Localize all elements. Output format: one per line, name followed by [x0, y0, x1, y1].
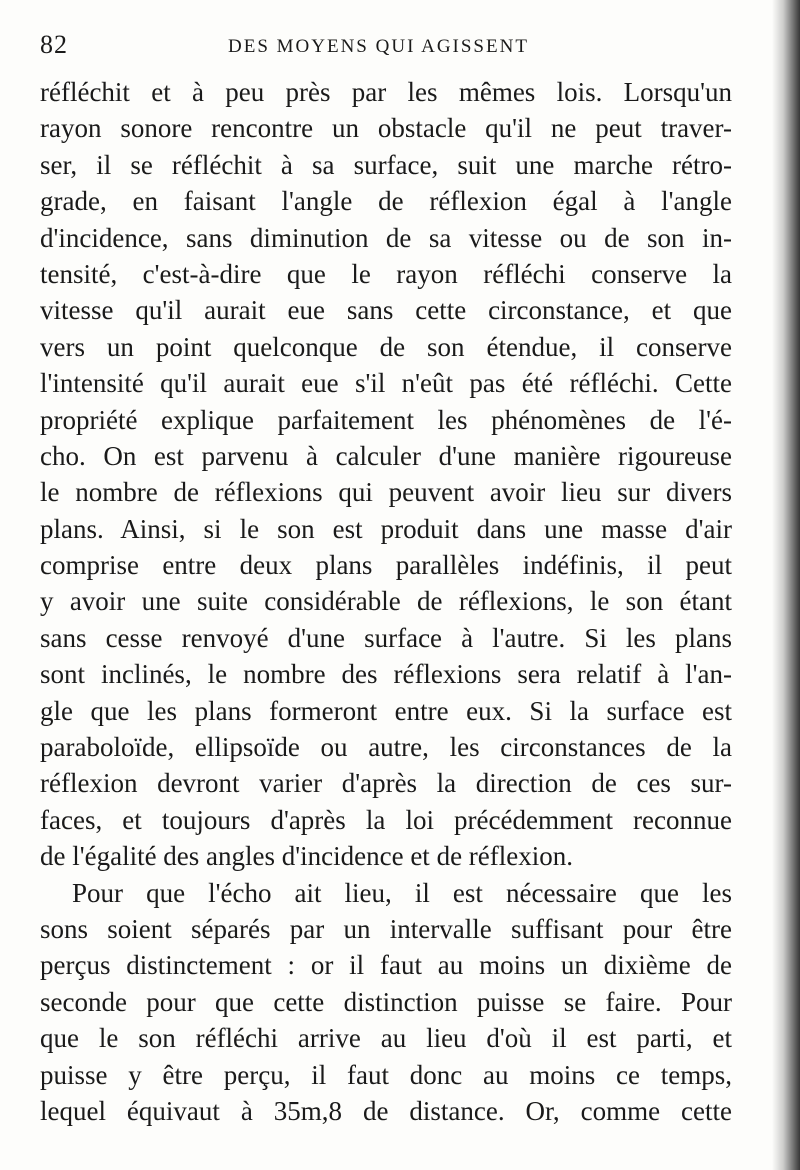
text-line: ser, il se réfléchit à sa surface, suit une marche rétro- — [40, 149, 732, 180]
page-header — [40, 30, 740, 70]
running-head: DES MOYENS QUI AGISSENT — [228, 36, 529, 57]
text-line: que le son réfléchi arrive au lieu d'où il est parti, et — [40, 1023, 732, 1054]
text-line: plans. Ainsi, si le son est produit dans une masse d'air — [40, 513, 732, 544]
text-line: gle que les plans formeront entre eux. Si la surface est — [40, 695, 732, 726]
text-line: sont inclinés, le nombre des réflexions sera relatif à l'an- — [40, 659, 732, 690]
text-line: faces, et toujours d'après la loi précédemment reconnue — [40, 804, 732, 835]
text-line: grade, en faisant l'angle de réflexion égal à l'angle — [40, 186, 732, 217]
text-line: y avoir une suite considérable de réflexions, le son étant — [40, 586, 732, 617]
text-line: comprise entre deux plans parallèles indéfinis, il peut — [40, 550, 732, 581]
text-line: cho. On est parvenu à calculer d'une manière rigoureuse — [40, 440, 732, 471]
text-line: vers un point quelconque de son étendue, il conserve — [40, 331, 732, 362]
text-line: paraboloïde, ellipsoïde ou autre, les circonstances de la — [40, 732, 732, 763]
text-line: perçus distinctement : or il faut au moins un dixième de — [40, 950, 732, 981]
text-line: réfléchit et à peu près par les mêmes lois. Lorsqu'un — [40, 77, 732, 107]
text-line: puisse y être perçu, il faut donc au moins ce temps, — [40, 1059, 732, 1090]
text-line: d'incidence, sans diminution de sa vitesse ou de son in- — [40, 222, 732, 253]
paragraph-2 — [40, 875, 732, 1130]
text-line: sans cesse renvoyé d'une surface à l'autre. Si les plans — [40, 622, 732, 653]
text-line: lequel équivaut à 35m,8 de distance. Or, comme cette — [40, 1095, 732, 1126]
text-line: seconde pour que cette distinction puisse se faire. Pour — [40, 986, 732, 1017]
text-line: vitesse qu'il aurait eue sans cette circonstance, et que — [40, 295, 732, 326]
page-number: 82 — [40, 30, 68, 59]
paragraph-1 — [40, 74, 732, 875]
page-edge-shadow — [772, 0, 800, 1170]
text-line: réflexion devront varier d'après la direction de ces sur- — [40, 768, 732, 799]
text-line: tensité, c'est-à-dire que le rayon réfléchi conserve la — [40, 258, 732, 289]
text-line: le nombre de réflexions qui peuvent avoir lieu sur divers — [40, 477, 732, 508]
body-text — [40, 74, 732, 1129]
text-line: propriété explique parfaitement les phénomènes de l'é- — [40, 404, 732, 435]
text-line: sons soient séparés par un intervalle suffisant pour être — [40, 913, 732, 944]
text-line: Pour que l'écho ait lieu, il est nécessaire que les — [72, 877, 732, 908]
text-line: rayon sonore rencontre un obstacle qu'il ne peut traver- — [40, 113, 732, 144]
text-line: l'intensité qu'il aurait eue s'il n'eût pas été réfléchi. Cette — [40, 368, 732, 399]
text-line: de l'égalité des angles d'incidence et de réflexion. — [40, 841, 573, 872]
